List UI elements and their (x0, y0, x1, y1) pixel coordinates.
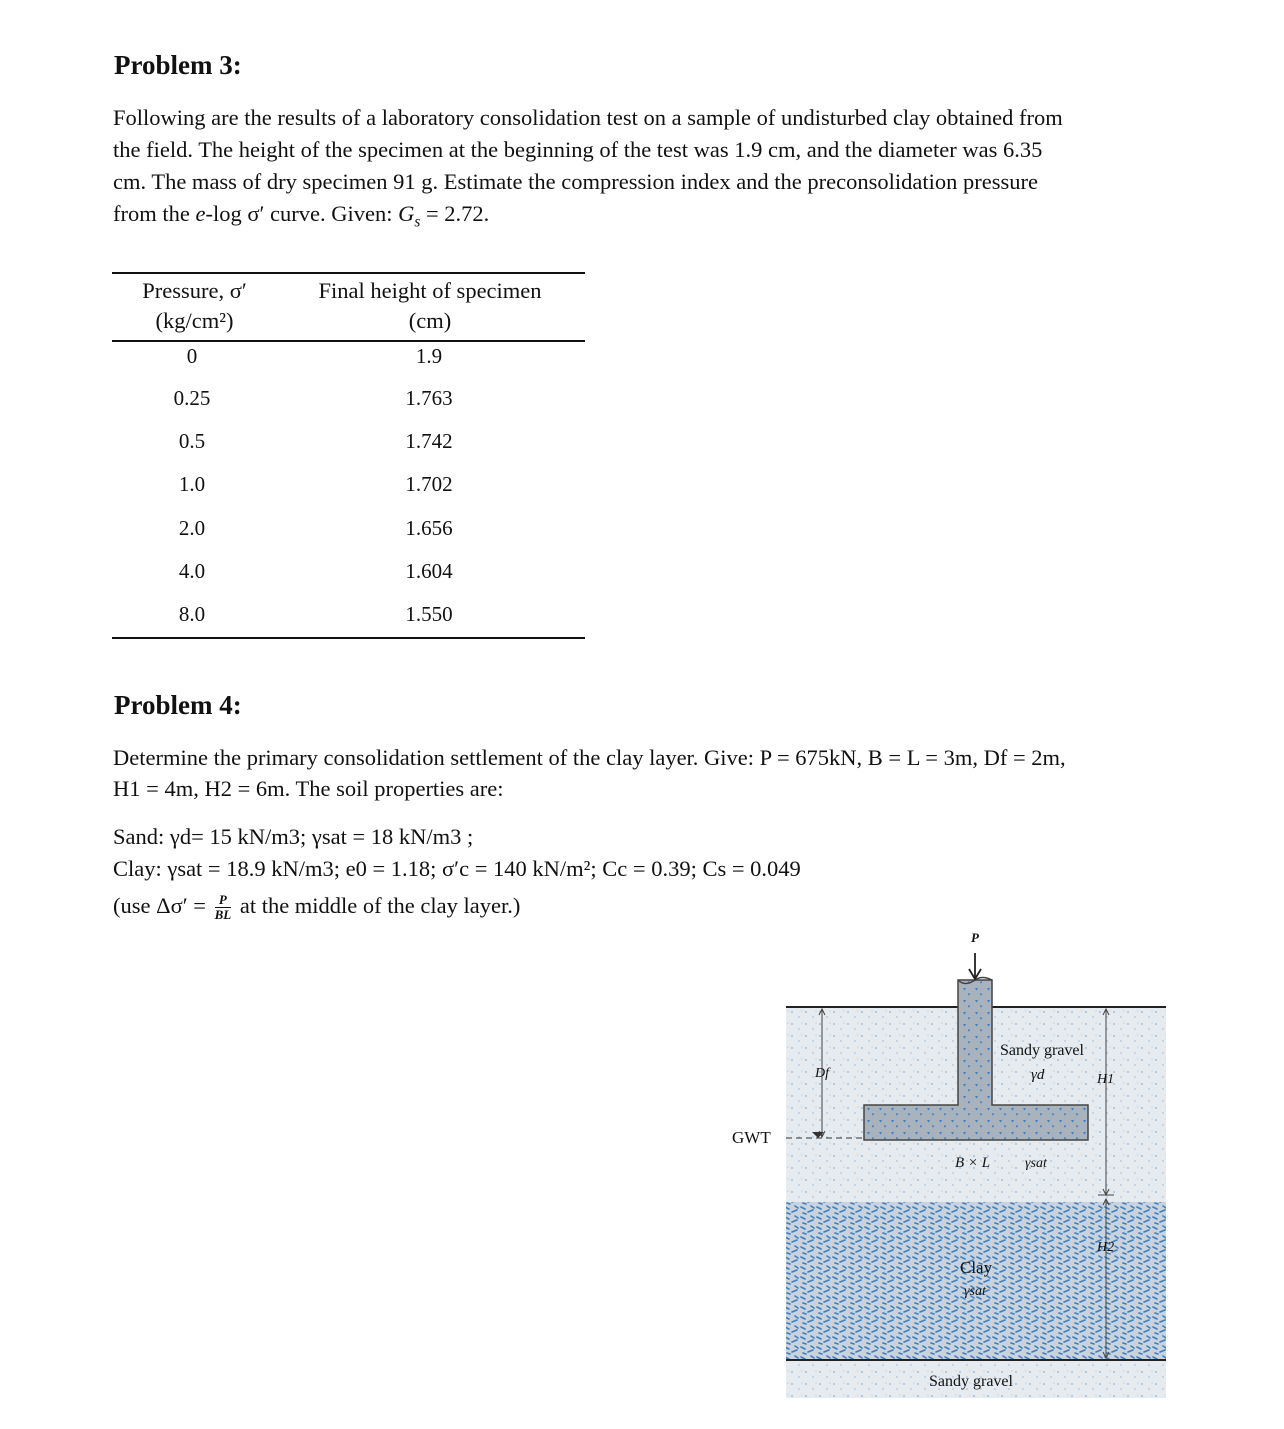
table-top-rule (112, 272, 585, 274)
clay-layer (786, 1202, 1166, 1360)
sand-properties: Sand: γd= 15 kN/m3; γsat = 18 kN/m3 ; (113, 824, 474, 849)
clay-properties: Clay: γsat = 18.9 kN/m3; e0 = 1.18; σ′c = 140 kN/m²; Cc = 0.39; Cs = 0.049 (113, 856, 801, 881)
table-header-height: Final height of specimen (cm) (318, 278, 542, 333)
problem-3-statement (113, 102, 1171, 230)
table-header-rule (112, 340, 585, 342)
h2-label: H2 (1097, 1240, 1115, 1255)
statement-line: cm. The mass of dry specimen 91 g. Estimate the compression index and the preconsolidation pressure (113, 169, 1038, 194)
table-cell-height: 1.742 (405, 429, 453, 453)
table-cell-pressure: 0.25 (173, 386, 211, 410)
table-cell-pressure: 8.0 (178, 602, 206, 626)
statement-line: Following are the results of a laboratory consolidation test on a sample of undisturbed clay obtained from (113, 105, 1063, 130)
sandy-gravel-top-label: Sandy gravel (1000, 1042, 1084, 1059)
table-cell-pressure: 2.0 (178, 516, 206, 540)
gamma-sat-upper-label: γsat (1025, 1156, 1047, 1171)
clay-label: Clay (960, 1258, 993, 1277)
h1-label: H1 (1097, 1072, 1115, 1087)
table-cell-height: 1.702 (405, 472, 453, 496)
table-bottom-rule (112, 637, 585, 639)
footing-dimension-label: B × L (955, 1155, 991, 1171)
gwt-label: GWT (732, 1128, 771, 1147)
gamma-sat-clay-label: γsat (964, 1284, 986, 1299)
gamma-d-label: γd (1031, 1067, 1045, 1083)
table-cell-height: 1.604 (405, 559, 453, 583)
df-label: Df (815, 1066, 829, 1081)
table-cell-height: 1.763 (405, 386, 453, 410)
table-cell-pressure: 4.0 (178, 559, 206, 583)
problem-4-line-1: Determine the primary consolidation settlement of the clay layer. Give: P = 675kN, B = L = 3m, Df = 2m, (113, 745, 1066, 770)
statement-line: the field. The height of the specimen at the beginning of the test was 1.9 cm, and the diameter was 6.35 (113, 137, 1043, 162)
problem-4-heading: Problem 4: (114, 690, 242, 720)
table-cell-pressure: 0 (186, 344, 198, 368)
table-cell-pressure: 0.5 (178, 429, 206, 453)
table-cell-height: 1.656 (405, 516, 453, 540)
table-header-pressure: Pressure, σ′ (kg/cm²) (142, 278, 247, 333)
sandy-gravel-bottom-label: Sandy gravel (929, 1373, 1013, 1390)
problem-3-heading: Problem 3: (114, 50, 242, 80)
statement-line-last: from the e-log σ′ curve. Given: $G_s = 2.72$. (113, 201, 490, 231)
p-over-bl-fraction: $\frac{P}{BL}$ (214, 892, 232, 923)
load-label: P (971, 930, 979, 945)
table-cell-height: 1.9 (415, 344, 443, 368)
table-cell-pressure: 1.0 (178, 472, 206, 496)
stress-increase-hint: (use Δσ′ = $\frac{P}{BL}$ at the middle of the clay layer.) (113, 892, 521, 923)
table-cell-height: 1.550 (405, 602, 453, 626)
soil-profile-figure (720, 925, 1180, 1410)
problem-4-line-2: H1 = 4m, H2 = 6m. The soil properties are: (113, 776, 504, 801)
